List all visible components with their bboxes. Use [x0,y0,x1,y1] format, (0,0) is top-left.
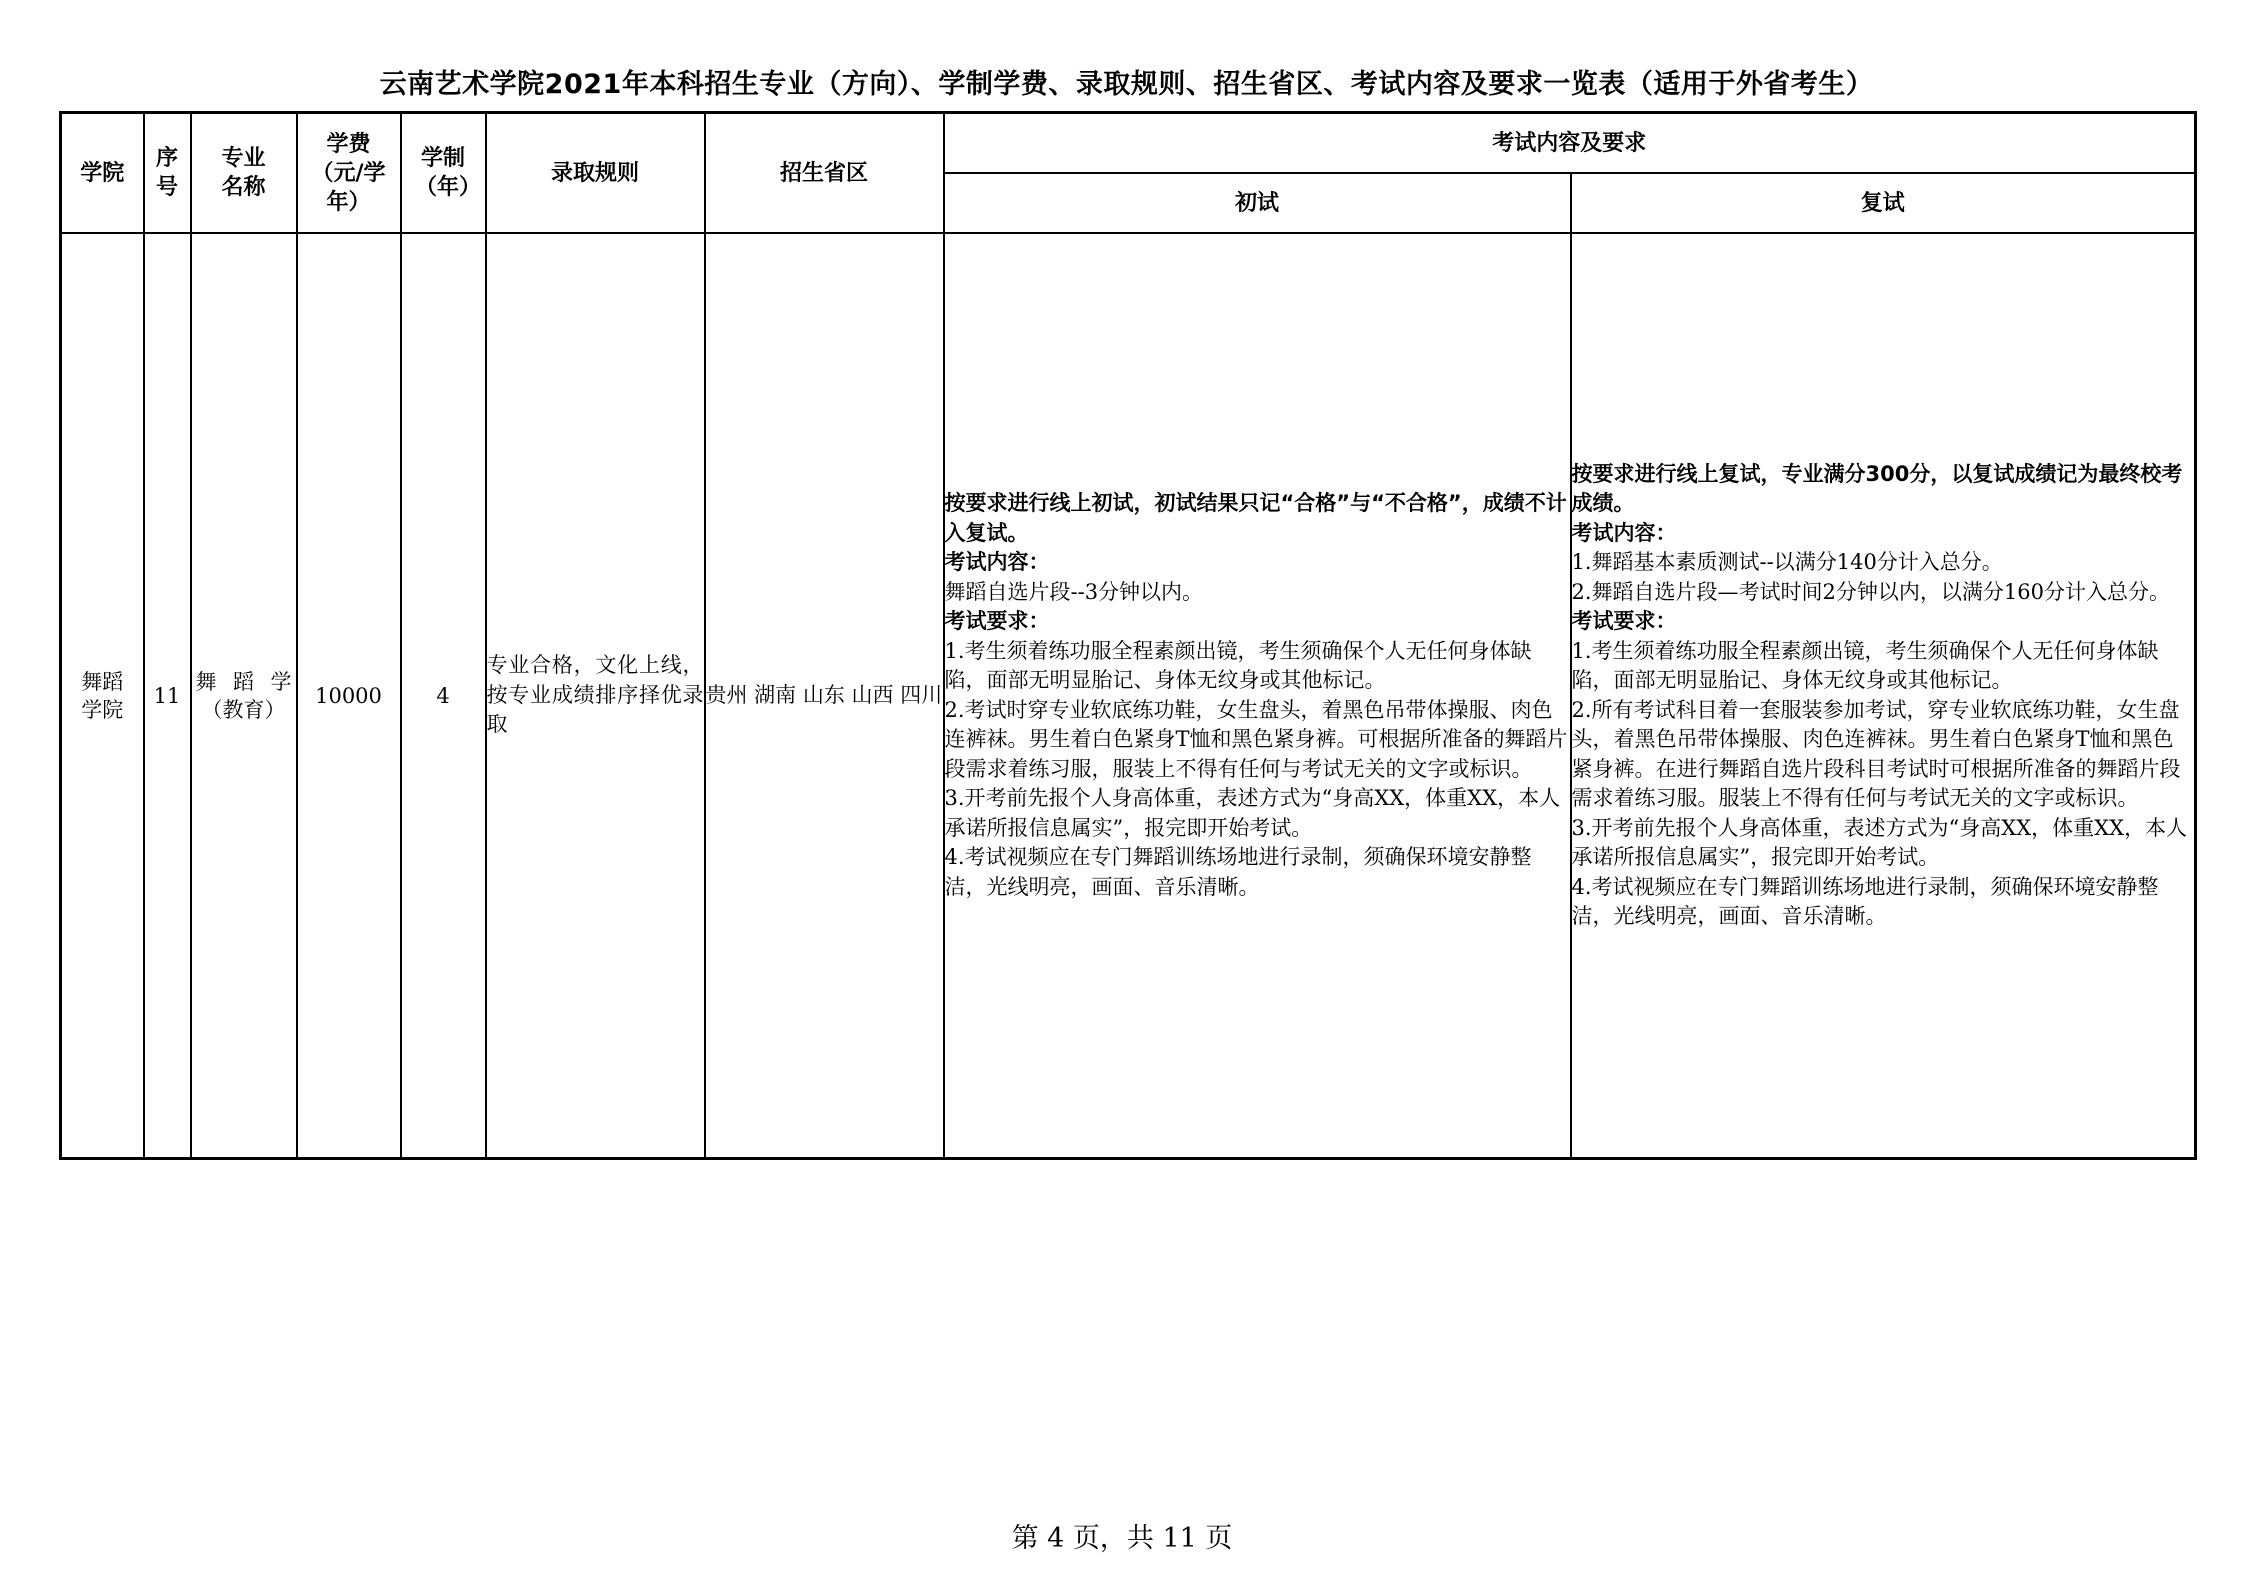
cell-tuition: 10000 [297,233,401,1159]
header-seq [144,113,191,234]
cell-major [191,233,297,1159]
retest-req-3: 3.开考前先报个人身高体重，表述方式为“身高XX，体重XX，本人承诺所报信息属实”，报完即开始考试。 [1571,815,2188,869]
header-major-text: 专业名称 [221,146,266,200]
cell-college [61,233,144,1159]
cell-admission: 专业合格，文化上线，按专业成绩排序择优录取 [486,233,705,1159]
initial-req-2: 2.考试时穿专业软底练功鞋，女生盘头，着黑色吊带体操服、肉色连裤袜。男生着白色紧身T恤和黑色紧身裤。可根据所准备的舞蹈片段需求着练习服，服装上不得有任何与考试无关的文字或标识。 [944,697,1568,781]
header-major [191,113,297,234]
header-college: 学院 [61,113,144,234]
header-tuition-text: 学费（元/学年） [311,131,386,215]
document-title: 云南艺术学院2021年本科招生专业（方向）、学制学费、录取规则、招生省区、考试内容及要求一览表（适用于外省考生） [379,69,1874,100]
cell-retest-exam [1571,233,2196,1159]
header-initial: 初试 [944,173,1571,233]
header-duration [401,113,486,234]
cell-seq: 11 [144,233,191,1159]
page-number: 第 4 页，共 11 页 [1011,1523,1233,1554]
retest-content-2: 2.舞蹈自选片段—考试时间2分钟以内，以满分160分计入总分。 [1571,579,2170,604]
header-duration-text: 学制（年） [415,146,482,200]
retest-req-2: 2.所有考试科目着一套服装参加考试，穿专业软底练功鞋，女生盘头，着黑色吊带体操服、肉色连裤袜。男生着白色紧身T恤和黑色紧身裤。在进行舞蹈自选片段科目考试时可根据所准备的舞蹈片段需求着练习服。服装上不得有任何与考试无关的文字或标识。 [1571,697,2181,810]
header-tuition [297,113,401,234]
initial-content: 舞蹈自选片段--3分钟以内。 [944,579,1204,604]
table-row [61,233,2196,1159]
retest-req-1: 1.考生须着练功服全程素颜出镜，考生须确保个人无任何身体缺陷，面部无明显胎记、身体无纹身或其他标记。 [1571,638,2159,692]
retest-content-label: 考试内容： [1571,520,1677,545]
cell-duration: 4 [401,233,486,1159]
initial-content-label: 考试内容： [944,550,1050,574]
retest-req-label: 考试要求： [1571,609,1677,633]
cell-provinces: 贵州 湖南 山东 山西 四川 [705,233,944,1159]
cell-initial-exam [944,233,1571,1159]
initial-req-label: 考试要求： [944,609,1050,633]
enrollment-table [59,111,2197,1160]
cell-major-text: 舞蹈学（教育） [195,669,292,722]
cell-college-text: 舞蹈学院 [81,669,124,722]
initial-req-3: 3.开考前先报个人身高体重，表述方式为“身高XX，体重XX，本人承诺所报信息属实”，报完即开始考试。 [944,786,1561,840]
header-seq-text: 序号 [155,146,178,200]
header-provinces: 招生省区 [705,113,944,234]
initial-req-1: 1.考生须着练功服全程素颜出镜，考生须确保个人无任何身体缺陷，面部无明显胎记、身体无纹身或其他标记。 [944,638,1532,692]
initial-intro: 按要求进行线上初试，初试结果只记“合格”与“不合格”，成绩不计入复试。 [944,491,1567,545]
retest-intro: 按要求进行线上复试，专业满分300分，以复试成绩记为最终校考成绩。 [1571,461,2183,515]
header-retest: 复试 [1571,173,2196,233]
header-exam-group: 考试内容及要求 [944,113,2196,174]
initial-req-4: 4.考试视频应在专门舞蹈训练场地进行录制，须确保环境安静整洁，光线明亮，画面、音乐清晰。 [944,845,1532,899]
header-admission: 录取规则 [486,113,705,234]
retest-content-1: 1.舞蹈基本素质测试--以满分140分计入总分。 [1571,550,2003,574]
retest-req-4: 4.考试视频应在专门舞蹈训练场地进行录制，须确保环境安静整洁，光线明亮，画面、音乐清晰。 [1571,874,2159,928]
